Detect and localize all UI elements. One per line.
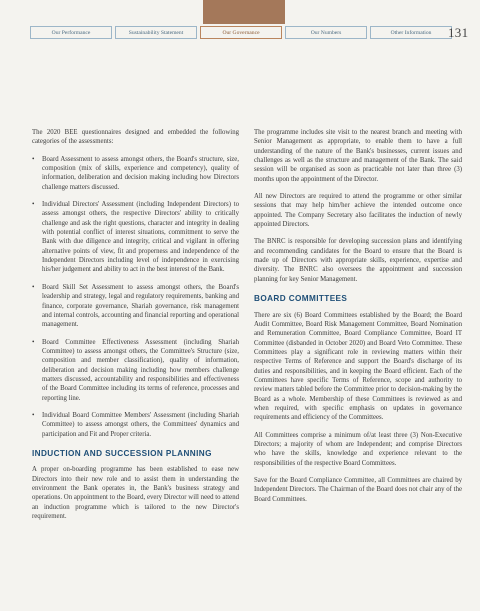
induction-paragraph: A proper on-boarding programme has been established to ease new Directors into their new role and to assist them in understanding the environment the Bank operates in, the Bank's business strategy and operations. On appointment to the Board, every Director will need to attend an induction programme which is tailored to the new Director's requirement.: [32, 466, 239, 521]
tab-our-performance[interactable]: Our Performance: [30, 26, 112, 39]
board-committees-heading: BOARD COMMITTEES: [254, 294, 348, 304]
bnrc-paragraph: The BNRC is responsible for developing succession plans and identifying and recommending candidates for the Board to ensure that the Board is made up of Directors with appropriate skills, experience, expertise and diversity. The BNRC also oversees the appointment and succession planning for key Senior Management.: [254, 238, 462, 283]
tab-our-governance[interactable]: Our Governance: [200, 26, 282, 39]
right-column: [254, 128, 462, 512]
tab-other-information[interactable]: Other Information: [370, 26, 452, 39]
list-item: • Individual Directors' Assessment (including Independent Directors) to assess amongst others, the respective Directors' ability to critically challenge and ask the right questions, character and integrity in dealing with potential conflict of interest situations, commitment to serve the Bank with due diligence and integrity, critical and vigilant in offering alternative points of view, fit and properness and independence of the Independent Directors including level of independence in exercising his/her judgement and ability to act in the best interest of the Bank.: [32, 200, 239, 275]
assessment-list: [32, 155, 239, 439]
tab-our-numbers[interactable]: Our Numbers: [285, 26, 367, 39]
list-item: • Individual Board Committee Members' Assessment (including Shariah Committee) to assess amongst others, the Committees' dynamics and participation and Fit and Proper criteria.: [32, 411, 239, 439]
new-directors-paragraph: All new Directors are required to attend the programme or other similar sessions that may help him/her achieve the intended outcome once appointed. The Company Secretary also facilitates the induction of newly appointed Directors.: [254, 193, 462, 229]
committee-composition-paragraph: All Committees comprise a minimum of/at least three (3) Non-Executive Directors; a majority of whom are Independent; and comprise Directors who have the skills, knowledge and experience relevant to the responsibilities of the respective Board Committees.: [254, 431, 462, 467]
section-nav: [30, 26, 452, 40]
list-item: • Board Skill Set Assessment to assess amongst others, the Board's leadership and strategy, legal and regulatory requirements, banking and finance, corporate governance, Shariah governance, risk management and internal controls, accounting and financial reporting and operational management.: [32, 283, 239, 330]
tab-sustainability-statement[interactable]: Sustainability Statement: [115, 26, 197, 39]
induction-heading: INDUCTION AND SUCCESSION PLANNING: [32, 448, 212, 458]
committees-paragraph: There are six (6) Board Committees established by the Board; the Board Audit Committee, Board Risk Management Committee, Board Nomination and Remuneration Committee, Board Compliance Committee, Board IT Committee (disbanded in October 2020) and Board Veto Committee. These Committees play a significant role in reviewing matters within their respective Terms of Reference and support the Board's discharge of its duties and responsibilities, and in keeping the Board efficient. Each of the Committees have specific Terms of Reference, scope and authority to review matters tabled before the Committee prior to decision-making by the Board as a whole. Membership of these Committees is reviewed as and when required, with specific emphasis on updates in governance requirements and efficiency of the Committees.: [254, 311, 462, 422]
list-item: • Board Committee Effectiveness Assessment (including Shariah Committee) to assess amongst others, the Committee's Structure (size, composition and member classification), quality of information, deliberation and decision making including how members challenge matters discussed, accountability and responsibilities and effectiveness of the Board Committee including its terms of reference, processes and reporting line.: [32, 338, 239, 403]
committee-chair-paragraph: Save for the Board Compliance Committee, all Committees are chaired by Independent Directors. The Chairman of the Board does not chair any of the Board Committees.: [254, 477, 462, 503]
active-section-marker: [203, 0, 285, 24]
page-number: 131: [448, 25, 469, 40]
list-item: • Board Assessment to assess amongst others, the Board's structure, size, composition (mix of skills, experience and competency), quality of information, deliberation and decision making including how Directors challenge matters discussed.: [32, 155, 239, 192]
assessment-intro: The 2020 BEE questionnaires designed and embedded the following categories of the assessments:: [32, 129, 239, 146]
left-column: [32, 128, 239, 529]
programme-paragraph: The programme includes site visit to the nearest branch and meeting with Senior Management as appropriate, to enable them to have a full understanding of the nature of the Bank's businesses, current issues and challenges as well as the structure and management of the Bank. The said session will be organised as soon as practicable not later than three (3) months upon the appointment of the Director.: [254, 129, 462, 183]
